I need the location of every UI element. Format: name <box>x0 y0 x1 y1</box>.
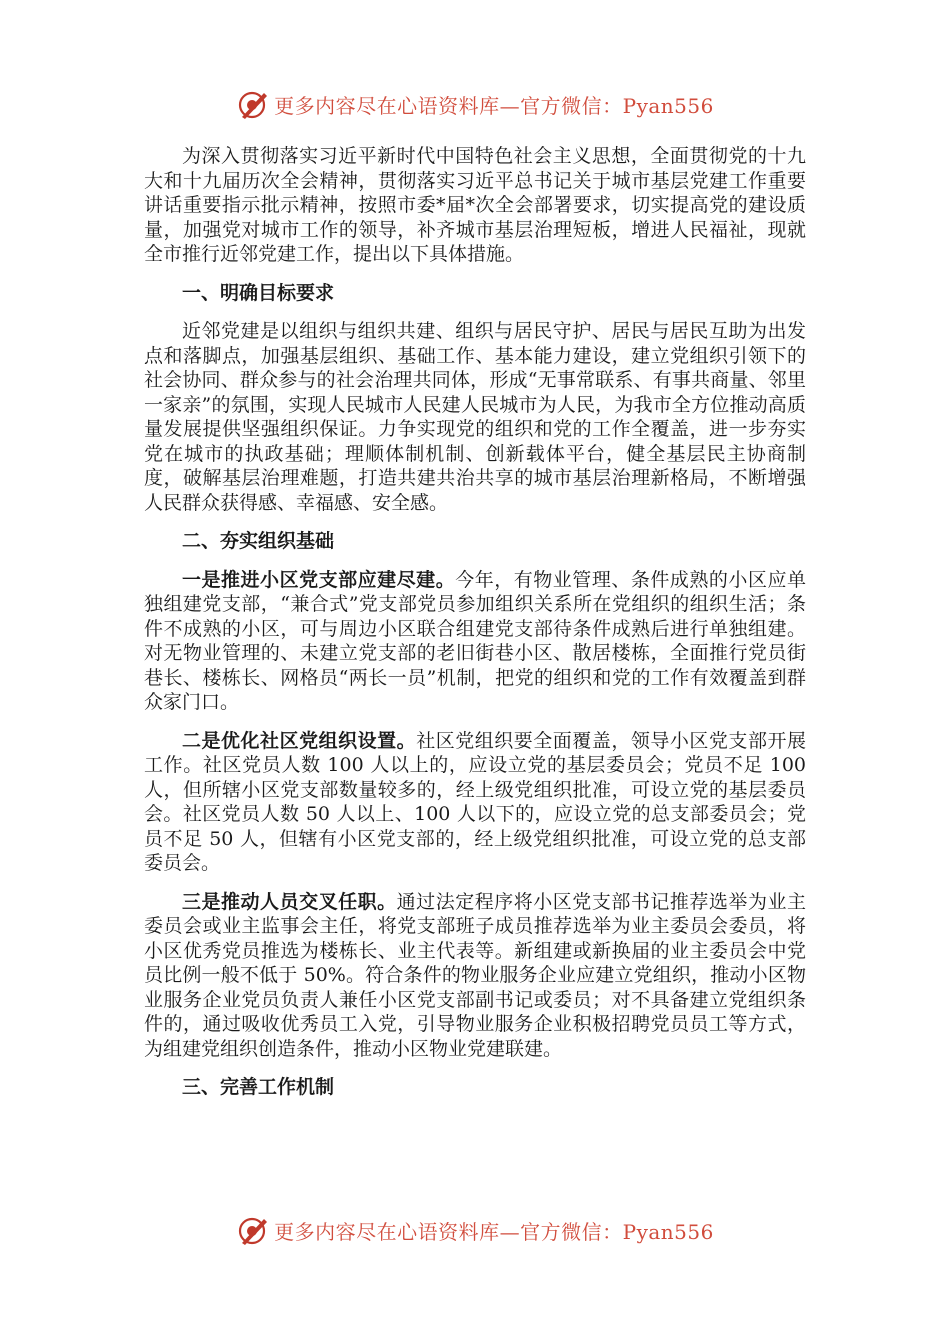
pen-logo-icon <box>236 87 270 121</box>
item-3-text: 通过法定程序将小区党支部书记推荐选举为业主委员会或业主监事会主任，将党支部班子成员推荐选举为业主委员会委员，将小区优秀党员推选为楼栋长、业主代表等。新组建或新换届的业主委员会中党员比例一般不低于 50%。符合条件的物业服务企业应建立党组织，推动小区物业服务企业党员负责人兼任小区党支部副书记或委员；对不具备建立党组织条件的，通过吸收优秀员工入党，引导物业服务企业积极招聘党员员工等方式，为组建党组织创造条件，推动小区物业党建联建。 <box>144 890 806 1060</box>
watermark-text: 更多内容尽在心语资料库—官方微信：Pyan556 <box>274 93 714 118</box>
item-3-paragraph <box>144 890 806 1062</box>
footer-watermark <box>0 1210 950 1250</box>
intro-paragraph: 为深入贯彻落实习近平新时代中国特色社会主义思想，全面贯彻党的十九大和十九届历次全会精神，贯彻落实习近平总书记关于城市基层党建工作重要讲话重要指示批示精神，按照市委*届*次全会部署要求，切实提高党的建设质量，加强党对城市工作的领导，补齐城市基层治理短板，增进人民福祉，现就全市推行近邻党建工作，提出以下具体措施。 <box>144 145 806 265</box>
item-1-lead: 一是推进小区党支部应建尽建。 <box>182 568 456 591</box>
section-1-paragraph: 近邻党建是以组织与组织共建、组织与居民守护、居民与居民互助为出发点和落脚点，加强基层组织、基础工作、基本能力建设，建立党组织引领下的社会协同、群众参与的社会治理共同体，形成“无事常联系、有事共商量、邻里一家亲”的氛围，实现人民城市人民建人民城市为人民，为我市全方位推动高质量发展提供坚强组织保证。力争实现党的组织和党的工作全覆盖，进一步夯实党在城市的执政基础；理顺体制机制、创新载体平台，健全基层民主协商制度，破解基层治理难题，打造共建共治共享的城市基层治理新格局，不断增强人民群众获得感、幸福感、安全感。 <box>144 320 806 514</box>
item-2-text: 社区党组织要全面覆盖，领导小区党支部开展工作。社区党员人数 100 人以上的，应设立党的基层委员会；党员不足 100 人，但所辖小区党支部数量较多的，经上级党组织批准，可设立党的基层委员会。社区党员人数 50 人以上、100 人以下的，应设立党的总支部委员会；党员不足 50 人，但辖有小区党支部的，经上级党组织批准，可设立党的总支部委员会。 <box>144 729 806 874</box>
section-2-heading: 二、夯实组织基础 <box>182 530 335 552</box>
section-1-heading: 一、明确目标要求 <box>182 281 335 304</box>
item-2-lead: 二是优化社区党组织设置。 <box>182 729 417 752</box>
header-watermark <box>0 84 950 124</box>
item-3-lead: 三是推动人员交叉任职。 <box>182 890 397 913</box>
watermark-text: 更多内容尽在心语资料库—官方微信：Pyan556 <box>274 1219 714 1244</box>
item-2-paragraph <box>144 729 806 876</box>
item-1-text: 今年，有物业管理、条件成熟的小区应单独组建党支部，“兼合式”党支部党员参加组织关系所在党组织的组织生活；条件不成熟的小区，可与周边小区联合组建党支部待条件成熟后进行单独组建。对无物业管理的、未建立党支部的老旧街巷小区、散居楼栋，全面推行党员街巷长、楼栋长、网格员“两长一员”机制，把党的组织和党的工作有效覆盖到群众家门口。 <box>144 568 806 713</box>
section-3-heading: 三、完善工作机制 <box>182 1076 335 1098</box>
pen-logo-icon <box>236 1213 270 1247</box>
document-body <box>144 144 806 1114</box>
item-1-paragraph <box>144 568 806 715</box>
